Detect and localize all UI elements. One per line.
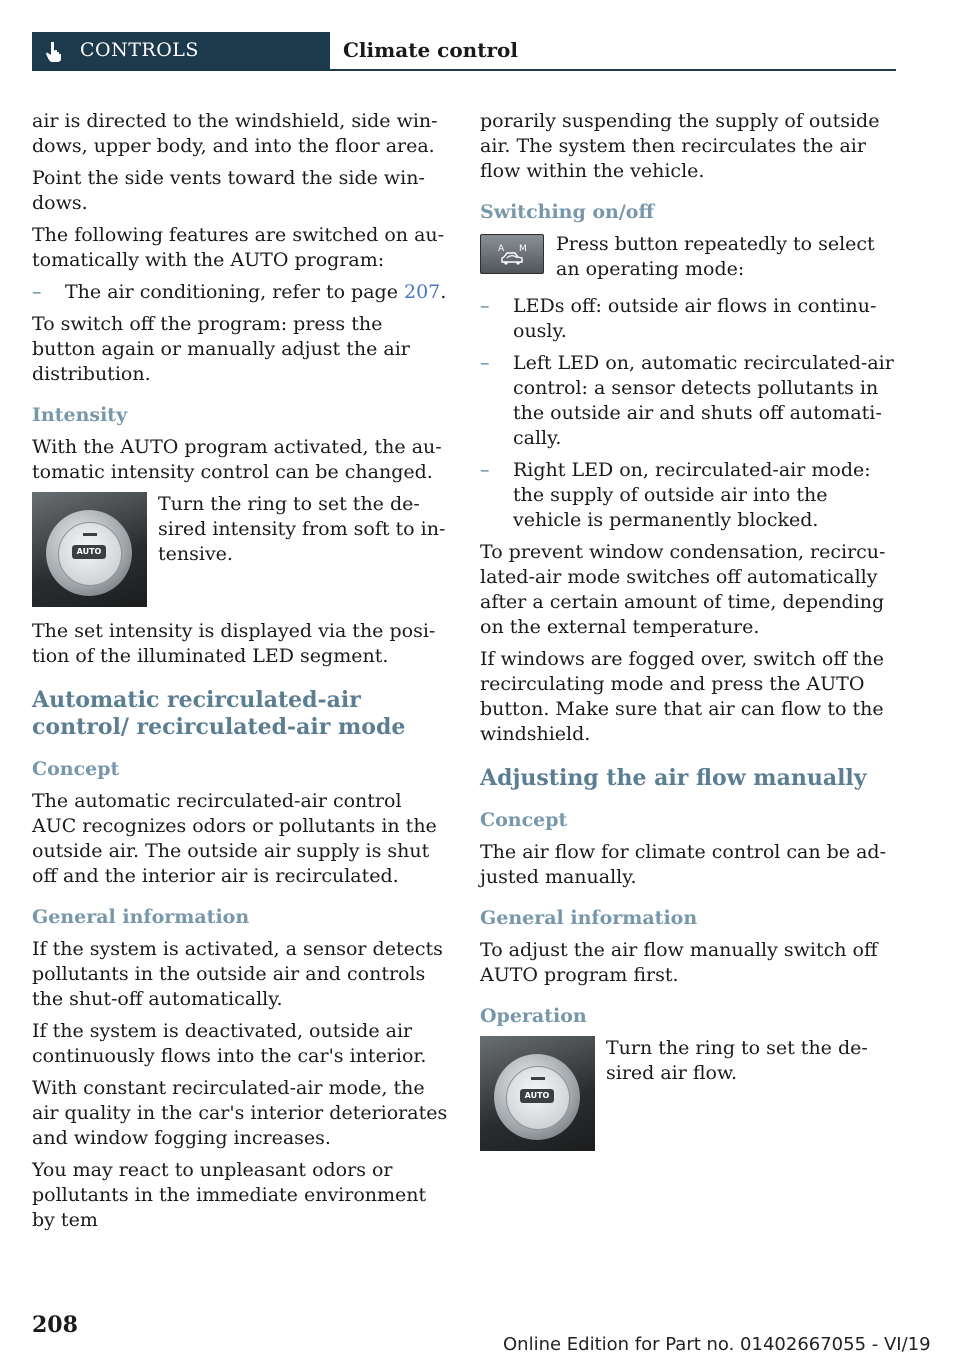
section-label: CONTROLS bbox=[80, 39, 199, 61]
list-item bbox=[480, 458, 896, 533]
button-caption: Press button repeatedly to select an operating mode: bbox=[556, 233, 875, 280]
recirculation-car-icon bbox=[499, 249, 525, 267]
paragraph: If the system is activated, a sensor detects pollutants in the outside air and controls the shut-off automatically. bbox=[32, 938, 443, 1010]
auto-button-label: AUTO bbox=[520, 1089, 554, 1103]
list-item bbox=[480, 351, 896, 451]
paragraph: Point the side vents toward the side windows. bbox=[32, 167, 425, 214]
dial-ring bbox=[46, 510, 132, 596]
page-title: Climate control bbox=[343, 38, 518, 62]
climate-dial-image bbox=[32, 492, 147, 607]
bullet-dash: – bbox=[480, 295, 490, 317]
auto-button-label: AUTO bbox=[72, 545, 106, 559]
list-item-text: Left LED on, automatic recirculated-air control: a sensor detects pollutants in the outside air and shuts off automatically. bbox=[513, 352, 894, 449]
dial-center bbox=[506, 1066, 570, 1130]
section-tab bbox=[32, 32, 330, 71]
subheading-intensity: Intensity bbox=[32, 404, 128, 426]
recirculation-button-image bbox=[480, 234, 544, 274]
paragraph: If windows are fogged over, switch off the recirculating mode and press the AUTO button. Make sure that air can flow to the windshield. bbox=[480, 648, 884, 745]
paragraph: With constant recirculated-air mode, the air quality in the car's interior deteriorates and window fogging increases. bbox=[32, 1077, 448, 1149]
section-heading: Automatic recirculated-air control/ recirculated-air mode bbox=[32, 687, 406, 740]
figure-caption: Turn the ring to set the desired intensity from soft to intensive. bbox=[158, 493, 446, 565]
dial-center bbox=[58, 522, 122, 586]
climate-dial-image bbox=[480, 1036, 595, 1151]
paragraph: The following features are switched on automatically with the AUTO program: bbox=[32, 224, 445, 271]
paragraph: air is directed to the windshield, side windows, upper body, and into the floor area. bbox=[32, 110, 438, 157]
section-heading: Adjusting the air flow manually bbox=[480, 765, 867, 791]
header-rule bbox=[330, 69, 896, 71]
hand-pointer-icon bbox=[45, 41, 63, 63]
led-label-m: M bbox=[519, 244, 527, 254]
bullet-dash: – bbox=[480, 352, 490, 374]
right-column bbox=[480, 109, 896, 1163]
subheading-operation: Operation bbox=[480, 1005, 587, 1027]
dial-indicator bbox=[531, 1077, 545, 1080]
subheading-concept: Concept bbox=[32, 758, 120, 780]
list-item bbox=[480, 294, 896, 344]
paragraph: To adjust the air flow manually switch off AUTO program first. bbox=[480, 939, 878, 986]
subheading-general: General information bbox=[480, 907, 698, 929]
paragraph: To switch off the program: press the button again or manually adjust the air distribution. bbox=[32, 313, 410, 385]
recirc-button-figure bbox=[480, 232, 896, 282]
bullet-text: The air conditioning, refer to page bbox=[65, 281, 404, 303]
airflow-figure bbox=[480, 1036, 896, 1151]
edition-line: Online Edition for Part no. 01402667055 - VI/19 bbox=[503, 1334, 931, 1355]
figure-caption: Turn the ring to set the desired air flow. bbox=[606, 1037, 868, 1084]
bullet-dash: – bbox=[480, 459, 490, 481]
subheading-general: General information bbox=[32, 906, 250, 928]
page-link[interactable]: 207 bbox=[404, 281, 441, 303]
dial-ring bbox=[494, 1054, 580, 1140]
paragraph: The set intensity is displayed via the position of the illuminated LED segment. bbox=[32, 620, 436, 667]
dial-indicator bbox=[83, 533, 97, 536]
paragraph: You may react to unpleasant odors or pollutants in the immediate environment by tem bbox=[32, 1159, 427, 1231]
paragraph: The air flow for climate control can be adjusted manually. bbox=[480, 841, 886, 888]
bullet-dash: – bbox=[32, 281, 42, 303]
paragraph: porarily suspending the supply of outside air. The system then recirculates the air flow within the vehicle. bbox=[480, 110, 880, 182]
list-item-text bbox=[65, 280, 446, 305]
left-column bbox=[32, 109, 448, 1240]
list-item-text: Right LED on, recirculated-air mode: the supply of outside air into the vehicle is permanently blocked. bbox=[513, 459, 871, 531]
intensity-figure bbox=[32, 492, 448, 607]
paragraph: To prevent window condensation, recirculated-air mode switches off automatically after a certain amount of time, depending on the external temperature. bbox=[480, 541, 886, 638]
list-item bbox=[32, 280, 448, 305]
page-header bbox=[32, 32, 896, 71]
paragraph: With the AUTO program activated, the automatic intensity control can be changed. bbox=[32, 436, 442, 483]
paragraph: If the system is deactivated, outside air continuously flows into the car's interior. bbox=[32, 1020, 427, 1067]
bullet-end: . bbox=[440, 281, 447, 303]
page-number: 208 bbox=[32, 1312, 78, 1338]
list-item-text: LEDs off: outside air flows in continuously. bbox=[513, 295, 877, 342]
led-label-a: A bbox=[498, 244, 505, 254]
subheading-switching: Switching on/off bbox=[480, 201, 655, 223]
paragraph: The automatic recirculated-air control AUC recognizes odors or pollutants in the outside air. The outside air supply is shut off and the interior air is recirculated. bbox=[32, 790, 437, 887]
subheading-concept: Concept bbox=[480, 809, 568, 831]
